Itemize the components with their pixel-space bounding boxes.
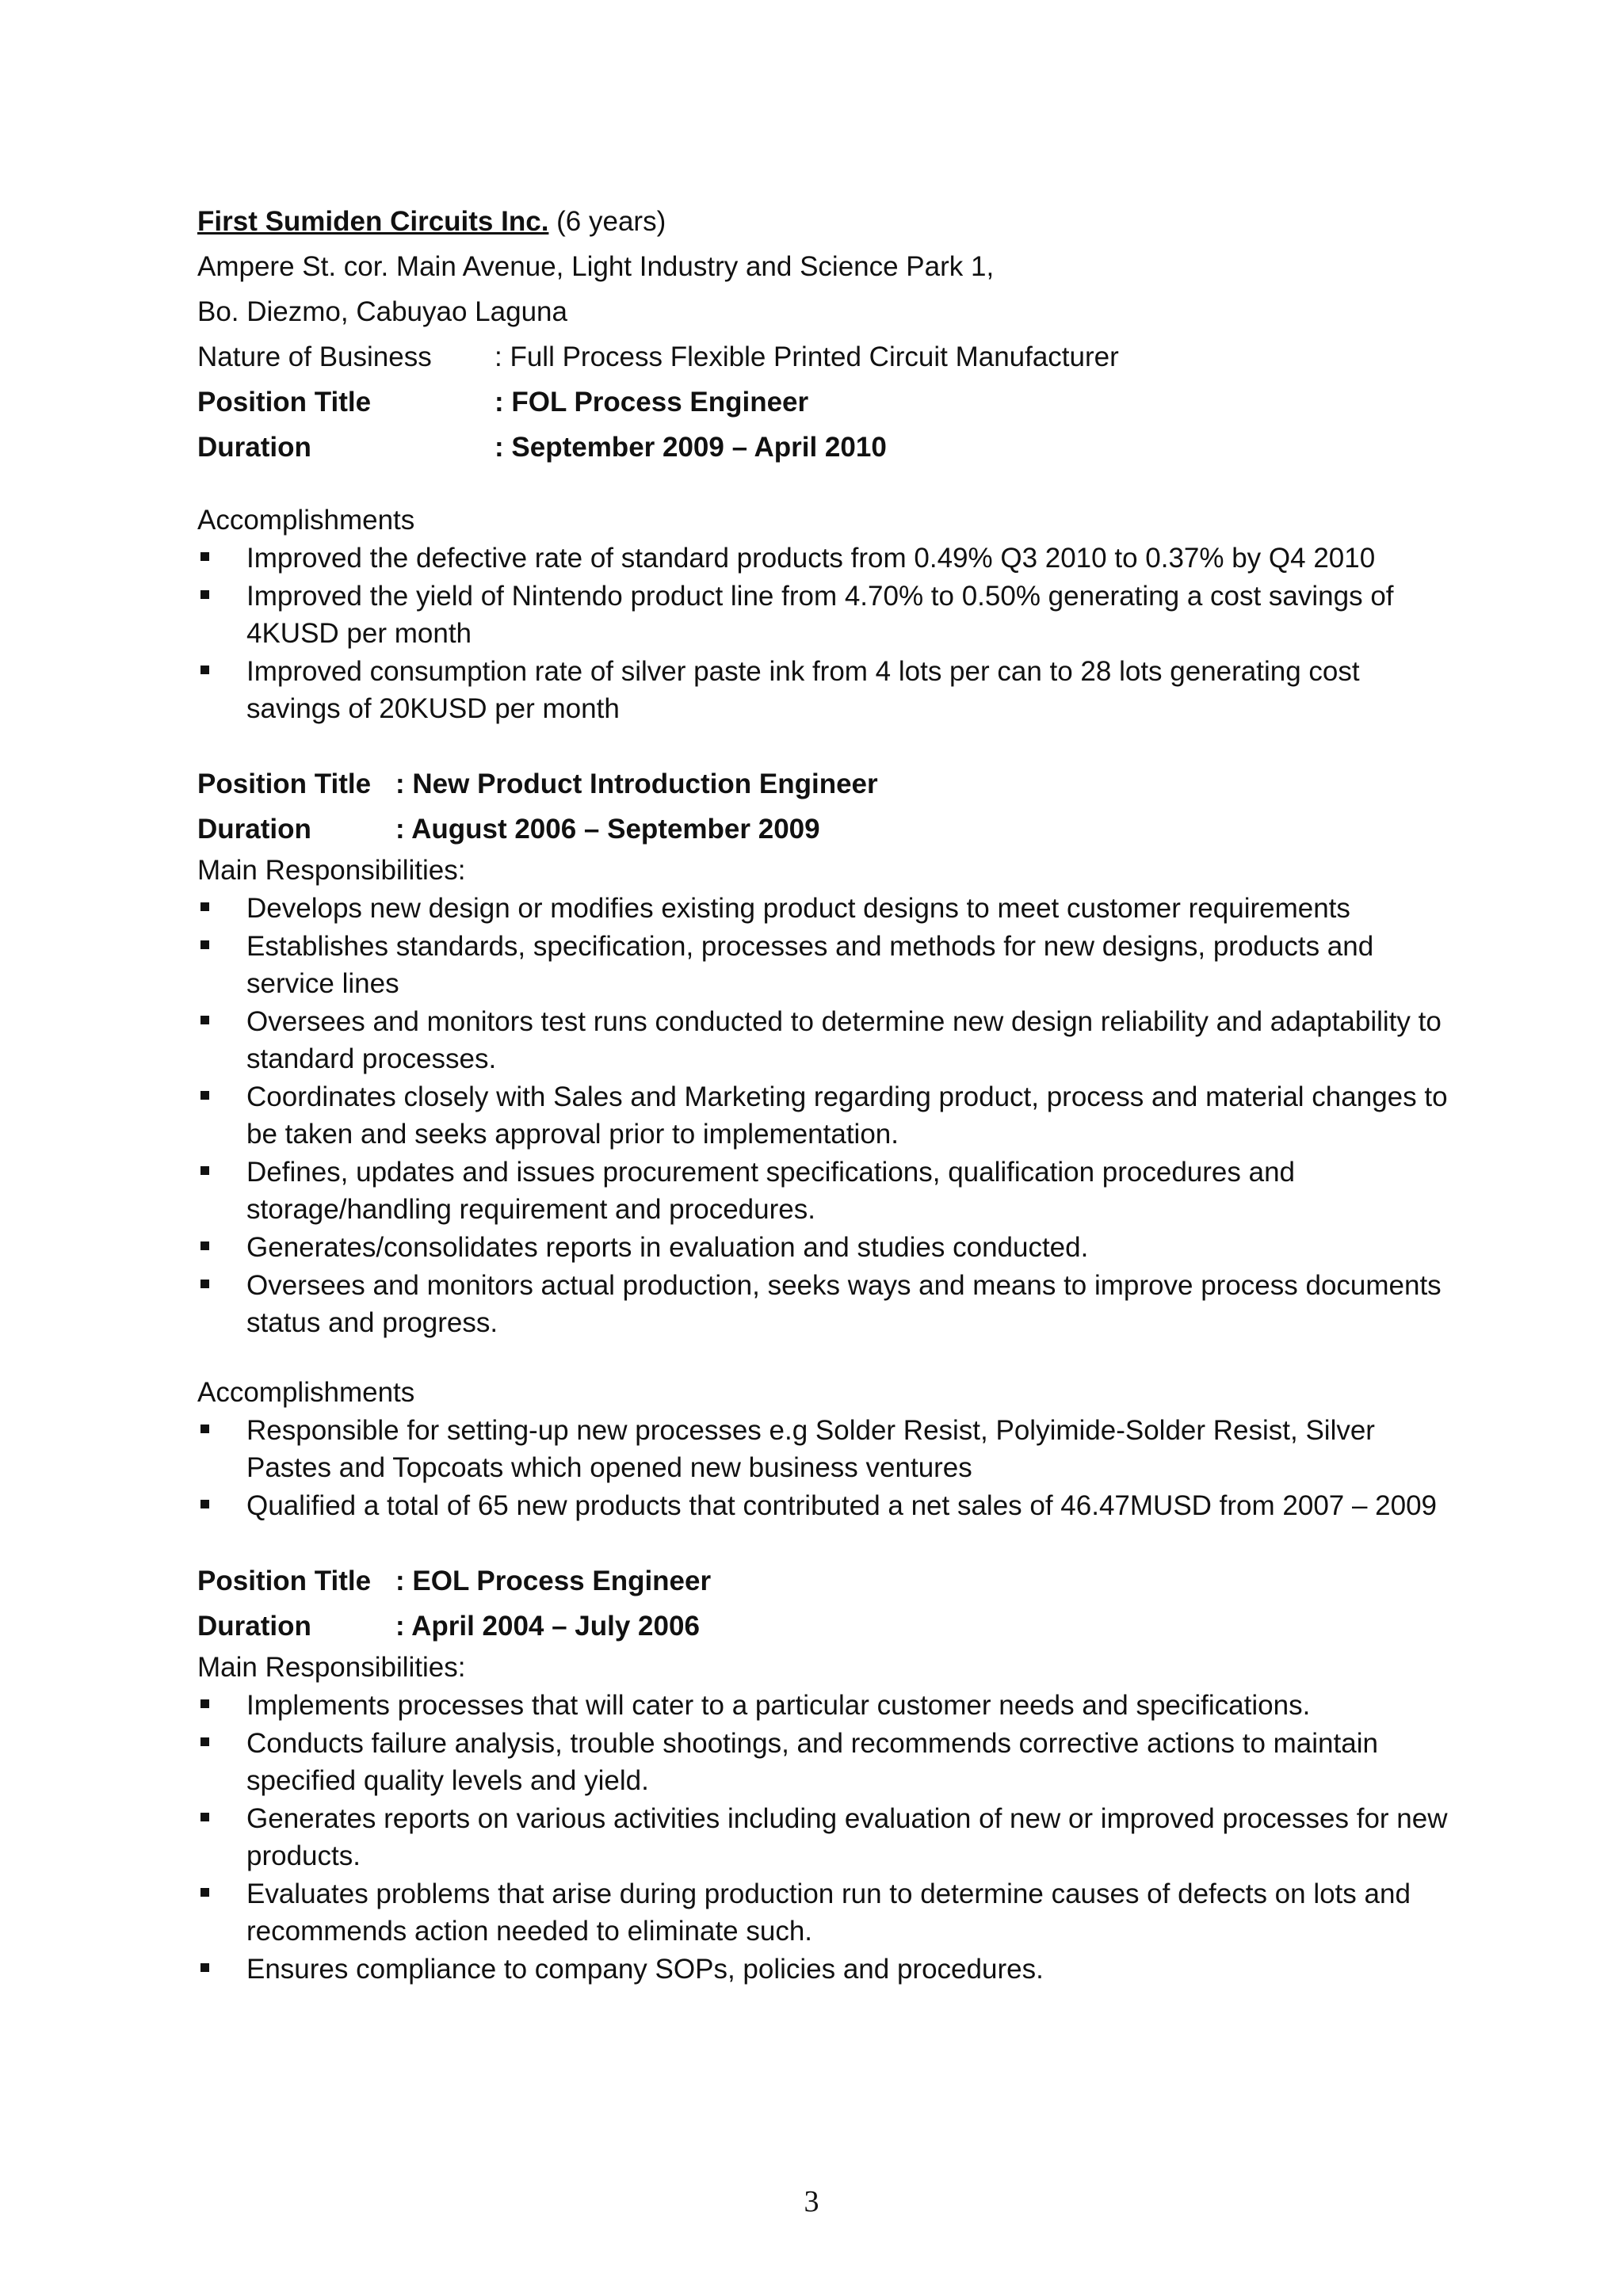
list-item: Establishes standards, specification, processes and methods for new designs, products and service lines	[197, 928, 1449, 1002]
list-item: Evaluates problems that arise during production run to determine causes of defects on lots and recommends action needed to eliminate such.	[197, 1875, 1449, 1950]
position-value: : EOL Process Engineer	[395, 1566, 712, 1596]
duration-value: : August 2006 – September 2009	[395, 814, 820, 845]
list-item: Defines, updates and issues procurement specifications, qualification procedures and storage/handling requirement and procedures.	[197, 1154, 1449, 1228]
duration-value: : September 2009 – April 2010	[495, 432, 887, 463]
duration-row	[197, 807, 1449, 852]
nature-value: : Full Process Flexible Printed Circuit Manufacturer	[495, 341, 1119, 372]
accomplishments-heading: Accomplishments	[197, 505, 415, 536]
bullet-icon	[200, 1813, 209, 1821]
bullet-icon	[200, 1888, 209, 1897]
nature-label: Nature of Business	[197, 341, 432, 372]
list-item: Responsible for setting-up new processes e.g Solder Resist, Polyimide-Solder Resist, Silver Pastes and Topcoats which opened new business ventures	[197, 1412, 1449, 1486]
list-item: Generates reports on various activities including evaluation of new or improved processes for new products.	[197, 1800, 1449, 1875]
bullet-icon	[200, 902, 209, 911]
accomplishments-list	[197, 1412, 1449, 1524]
duration-label: Duration	[197, 432, 311, 463]
bullet-icon	[200, 1500, 209, 1508]
address-line-2: Bo. Diezmo, Cabuyao Laguna	[197, 296, 567, 327]
bullet-icon	[200, 1091, 209, 1100]
responsibilities-heading: Main Responsibilities:	[197, 855, 466, 886]
duration-row	[197, 1604, 1449, 1649]
bullet-icon	[200, 940, 209, 949]
position-title-row	[197, 761, 1449, 807]
page-number: 3	[804, 2185, 819, 2218]
list-item: Oversees and monitors actual production, seeks ways and means to improve process documents status and progress.	[197, 1267, 1449, 1341]
accomplishments-heading: Accomplishments	[197, 1377, 415, 1408]
address-line-1: Ampere St. cor. Main Avenue, Light Industry and Science Park 1,	[197, 251, 995, 282]
list-item: Generates/consolidates reports in evaluation and studies conducted.	[197, 1229, 1449, 1266]
bullet-icon	[200, 1016, 209, 1024]
position-title-row	[197, 1558, 1449, 1604]
position-value: : New Product Introduction Engineer	[395, 769, 878, 799]
list-item: Develops new design or modifies existing product designs to meet customer requirements	[197, 890, 1449, 927]
bullet-icon	[200, 590, 209, 599]
list-item: Ensures compliance to company SOPs, policies and procedures.	[197, 1951, 1449, 1988]
company-header	[197, 199, 1449, 244]
bullet-icon	[200, 666, 209, 674]
position-label: Position Title	[197, 769, 372, 799]
duration-label: Duration	[197, 1611, 311, 1642]
position-label: Position Title	[197, 387, 372, 418]
bullet-icon	[200, 1425, 209, 1433]
list-item: Coordinates closely with Sales and Marketing regarding product, process and material changes to be taken and seeks approval prior to implementation.	[197, 1078, 1449, 1153]
duration-value: : April 2004 – July 2006	[395, 1611, 700, 1642]
list-item: Improved the defective rate of standard products from 0.49% Q3 2010 to 0.37% by Q4 2010	[197, 540, 1449, 577]
list-item: Improved consumption rate of silver paste ink from 4 lots per can to 28 lots generating cost savings of 20KUSD per month	[197, 653, 1449, 727]
list-item: Improved the yield of Nintendo product line from 4.70% to 0.50% generating a cost savings of 4KUSD per month	[197, 578, 1449, 652]
position-title-row	[197, 379, 1449, 425]
company-tenure: (6 years)	[556, 206, 666, 237]
list-item: Conducts failure analysis, trouble shootings, and recommends corrective actions to maintain specified quality levels and yield.	[197, 1725, 1449, 1799]
responsibilities-list	[197, 890, 1449, 1341]
bullet-icon	[200, 1241, 209, 1250]
page-content	[197, 199, 1449, 1989]
accomplishments-list	[197, 540, 1449, 727]
bullet-icon	[200, 1166, 209, 1175]
bullet-icon	[200, 1699, 209, 1708]
responsibilities-heading: Main Responsibilities:	[197, 1652, 466, 1683]
duration-row	[197, 425, 1449, 470]
list-item: Oversees and monitors test runs conducted to determine new design reliability and adaptability to standard processes.	[197, 1003, 1449, 1077]
list-item: Implements processes that will cater to a particular customer needs and specifications.	[197, 1687, 1449, 1724]
bullet-icon	[200, 1280, 209, 1288]
position-label: Position Title	[197, 1566, 372, 1596]
bullet-icon	[200, 1963, 209, 1972]
bullet-icon	[200, 552, 209, 561]
position-value: : FOL Process Engineer	[495, 387, 809, 418]
duration-label: Duration	[197, 814, 311, 845]
responsibilities-list	[197, 1687, 1449, 1988]
company-name: First Sumiden Circuits Inc.	[197, 206, 549, 237]
nature-of-business	[197, 334, 1449, 379]
bullet-icon	[200, 1737, 209, 1746]
list-item: Qualified a total of 65 new products that contributed a net sales of 46.47MUSD from 2007 – 2009	[197, 1487, 1449, 1524]
